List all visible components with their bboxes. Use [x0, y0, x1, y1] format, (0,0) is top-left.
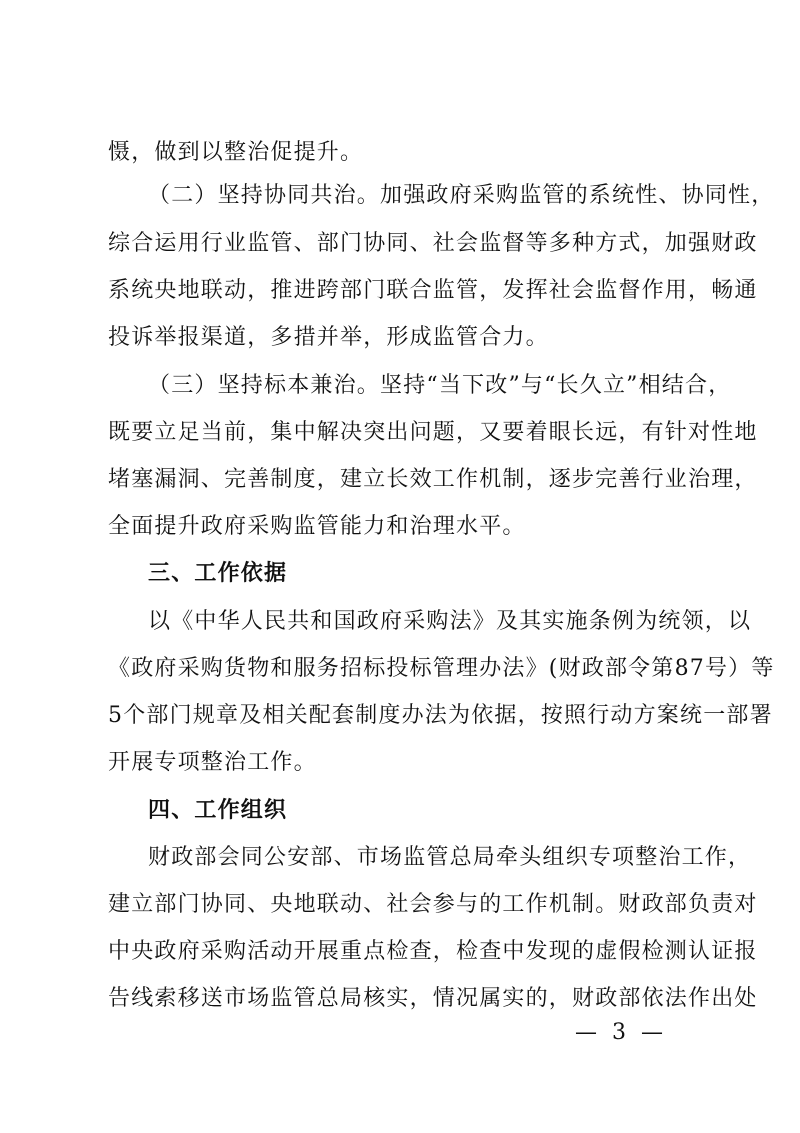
body-text-line: 慑，做到以整治促提升。 — [108, 140, 364, 165]
body-text-line: 5个部门规章及相关配套制度办法为依据，按照行动方案统一部署 — [108, 703, 773, 728]
body-text-line: 投诉举报渠道，多措并举，形成监管合力。 — [108, 325, 549, 350]
body-text-line: 开展专项整治工作。 — [108, 750, 317, 775]
body-text-line: （二）坚持协同共治。加强政府采购监管的系统性、协同性， — [148, 183, 775, 208]
body-text-line: 以《中华人民共和国政府采购法》及其实施条例为统领，以 — [148, 609, 752, 634]
body-text-line: （三）坚持标本兼治。坚持“当下改”与“长久立”相结合， — [148, 373, 732, 398]
body-text-line: 建立部门协同、央地联动、社会参与的工作机制。财政部负责对 — [108, 892, 758, 917]
section-heading: 三、工作依据 — [148, 561, 288, 586]
section-heading: 四、工作组织 — [148, 798, 288, 823]
body-text-line: 全面提升政府采购监管能力和治理水平。 — [108, 514, 526, 539]
body-text-line: 堵塞漏洞、完善制度，建立长效工作机制，逐步完善行业治理， — [108, 467, 758, 492]
body-text-line: 中央政府采购活动开展重点检查，检查中发现的虚假检测认证报 — [108, 939, 758, 964]
body-text-line: 告线索移送市场监管总局核实，情况属实的，财政部依法作出处 — [108, 986, 758, 1011]
body-text-line: 系统央地联动，推进跨部门联合监管，发挥社会监督作用，畅通 — [108, 278, 758, 303]
body-text-line: 《政府采购货物和服务招标投标管理办法》(财政部令第87号）等 — [108, 656, 775, 681]
body-text-line: 既要立足当前，集中解决突出问题，又要着眼长远，有针对性地 — [108, 420, 758, 445]
body-text-line: 财政部会同公安部、市场监管总局牵头组织专项整治工作， — [148, 845, 752, 870]
page-number: — 3 — — [575, 1020, 667, 1045]
body-text-line: 综合运用行业监管、部门协同、社会监督等多种方式，加强财政 — [108, 231, 758, 256]
